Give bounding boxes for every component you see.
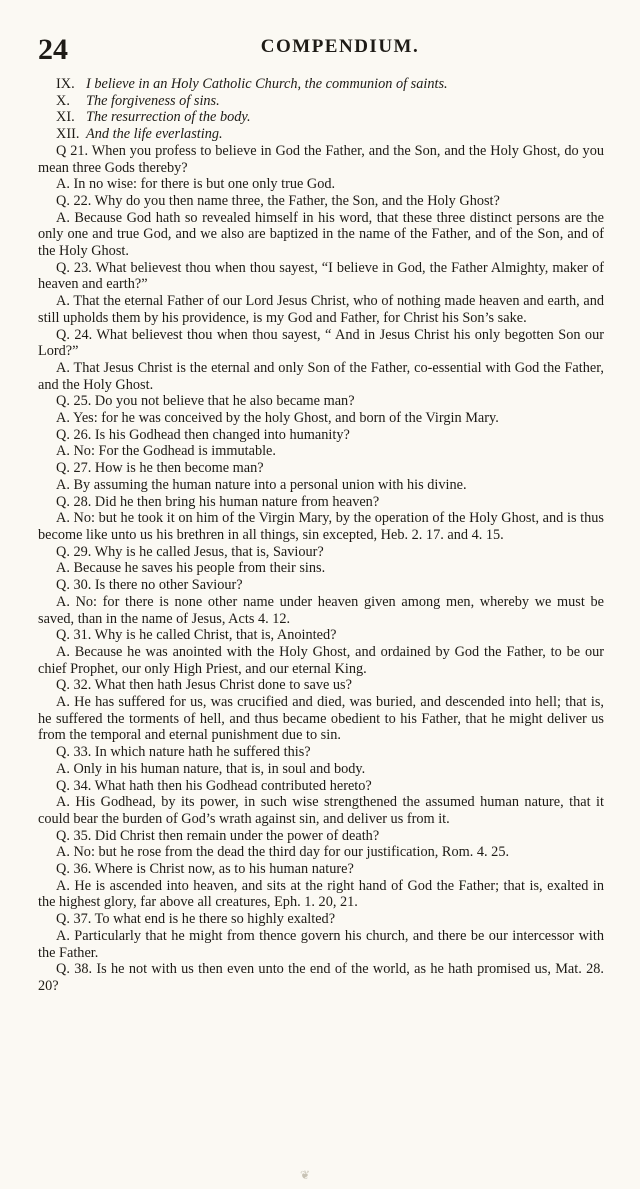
question-paragraph: Q. 26. Is his Godhead then changed into humanity? bbox=[56, 426, 350, 443]
question-paragraph: Q. 37. To what end is he there so highly exalted? bbox=[56, 911, 336, 928]
answer-paragraph: A. No: For the Godhead is immutable. bbox=[56, 443, 276, 460]
creed-article-text: The resurrection of the body. bbox=[86, 109, 251, 126]
answer-paragraph: A. No: but he rose from the dead the third day for our justification, Rom. 4. 25. bbox=[56, 844, 510, 861]
creed-article bbox=[38, 76, 604, 93]
question-paragraph: Q. 34. What hath then his Godhead contributed hereto? bbox=[56, 777, 372, 794]
ornament-icon: ❦ bbox=[300, 1168, 311, 1182]
answer-paragraph: A. That the eternal Father of our Lord Jesus Christ, who of nothing made heaven and earth, and still upholds them by his providence, is my God and Father, for Christ his Son’s sake. bbox=[38, 293, 604, 326]
question-paragraph: Q. 27. How is he then become man? bbox=[56, 460, 264, 477]
question-answer-list bbox=[38, 143, 604, 995]
answer-paragraph: A. In no wise: for there is but one only true God. bbox=[56, 176, 336, 193]
creed-article bbox=[38, 109, 604, 126]
question-paragraph: Q. 35. Did Christ then remain under the power of death? bbox=[56, 827, 380, 844]
creed-article-text: The forgiveness of sins. bbox=[86, 92, 220, 109]
answer-paragraph: A. His Godhead, by its power, in such wise strengthened the assumed human nature, that it could bear the burden of God’s wrath against sin, and deliver us from it. bbox=[38, 794, 604, 827]
creed-articles bbox=[38, 76, 604, 143]
question-paragraph: Q. 22. Why do you then name three, the Father, the Son, and the Holy Ghost? bbox=[56, 192, 500, 209]
answer-paragraph: A. That Jesus Christ is the eternal and only Son of the Father, co-essential with God the Father, and the Holy Ghost. bbox=[38, 359, 604, 393]
creed-article-number: XI. bbox=[56, 109, 75, 126]
answer-paragraph: A. Only in his human nature, that is, in soul and body. bbox=[56, 760, 366, 777]
creed-article bbox=[38, 93, 604, 110]
answer-paragraph: A. Because he saves his people from their sins. bbox=[56, 560, 326, 577]
creed-article-number: XII. bbox=[56, 126, 80, 143]
creed-article-text: I believe in an Holy Catholic Church, the communion of saints. bbox=[86, 76, 448, 92]
question-paragraph: Q. 31. Why is he called Christ, that is, Anointed? bbox=[56, 627, 337, 644]
running-title: COMPENDIUM. bbox=[260, 36, 420, 57]
question-paragraph: Q 21. When you profess to believe in God the Father, and the Son, and the Holy Ghost, do you mean three Gods thereby? bbox=[38, 142, 604, 176]
answer-paragraph: A. Because God hath so revealed himself in his word, that these three distinct persons are the only one and true God, and we also are baptized in the name of the Father, and of the Son, and of the Holy Ghost. bbox=[38, 209, 604, 260]
question-paragraph: Q. 33. In which nature hath he suffered this? bbox=[56, 744, 311, 761]
creed-article-number: X. bbox=[56, 92, 70, 109]
answer-paragraph: A. Yes: for he was conceived by the holy Ghost, and born of the Virgin Mary. bbox=[56, 410, 499, 427]
question-paragraph: Q. 36. Where is Christ now, as to his human nature? bbox=[56, 861, 354, 878]
creed-article-text: And the life everlasting. bbox=[86, 126, 223, 143]
question-paragraph: Q. 28. Did he then bring his human nature from heaven? bbox=[56, 493, 380, 510]
question-paragraph: Q. 38. Is he not with us then even unto the end of the world, as he hath promised us, Mat. 28. 20? bbox=[38, 961, 604, 994]
answer-paragraph: A. No: but he took it on him of the Virgin Mary, by the operation of the Holy Ghost, and is thus become like unto us his brethren in all things, sin excepted, Heb. 2. 17. and 4. 15. bbox=[38, 510, 604, 543]
question-paragraph: Q. 29. Why is he called Jesus, that is, Saviour? bbox=[56, 543, 324, 560]
question-paragraph: Q. 23. What believest thou when thou sayest, “I believe in God, the Father Almighty, maker of heaven and earth?” bbox=[38, 259, 604, 293]
answer-paragraph: A. He is ascended into heaven, and sits at the right hand of God the Father; that is, exalted in the highest glory, far above all creatures, Eph. 1. 20, 21. bbox=[38, 877, 604, 911]
creed-article-number: IX. bbox=[56, 76, 75, 92]
question-paragraph: Q. 32. What then hath Jesus Christ done to save us? bbox=[56, 677, 352, 694]
answer-paragraph: A. He has suffered for us, was crucified and died, was buried, and descended into hell; that is, he suffered the torments of hell, and thus became obedient to his Father, that he might deliver us from the temporal and eternal punishment due to sin. bbox=[38, 694, 604, 744]
question-paragraph: Q. 25. Do you not believe that he also became man? bbox=[56, 393, 355, 410]
answer-paragraph: A. By assuming the human nature into a personal union with his divine. bbox=[56, 476, 467, 493]
question-paragraph: Q. 24. What believest thou when thou sayest, “ And in Jesus Christ his only begotten Son our Lord?” bbox=[38, 326, 604, 360]
answer-paragraph: A. Because he was anointed with the Holy Ghost, and ordained by God the Father, to be our chief Prophet, our only High Priest, and our eternal King. bbox=[38, 643, 604, 677]
question-paragraph: Q. 30. Is there no other Saviour? bbox=[56, 577, 243, 594]
answer-paragraph: A. No: for there is none other name under heaven given among men, whereby we must be saved, than in the name of Jesus, Acts 4. 12. bbox=[38, 593, 604, 627]
page-number: 24 bbox=[38, 33, 68, 66]
page-header bbox=[38, 30, 604, 70]
answer-paragraph: A. Particularly that he might from thence govern his church, and there be our intercessor with the Father. bbox=[38, 927, 604, 961]
page-body bbox=[38, 76, 604, 995]
creed-article bbox=[38, 126, 604, 143]
